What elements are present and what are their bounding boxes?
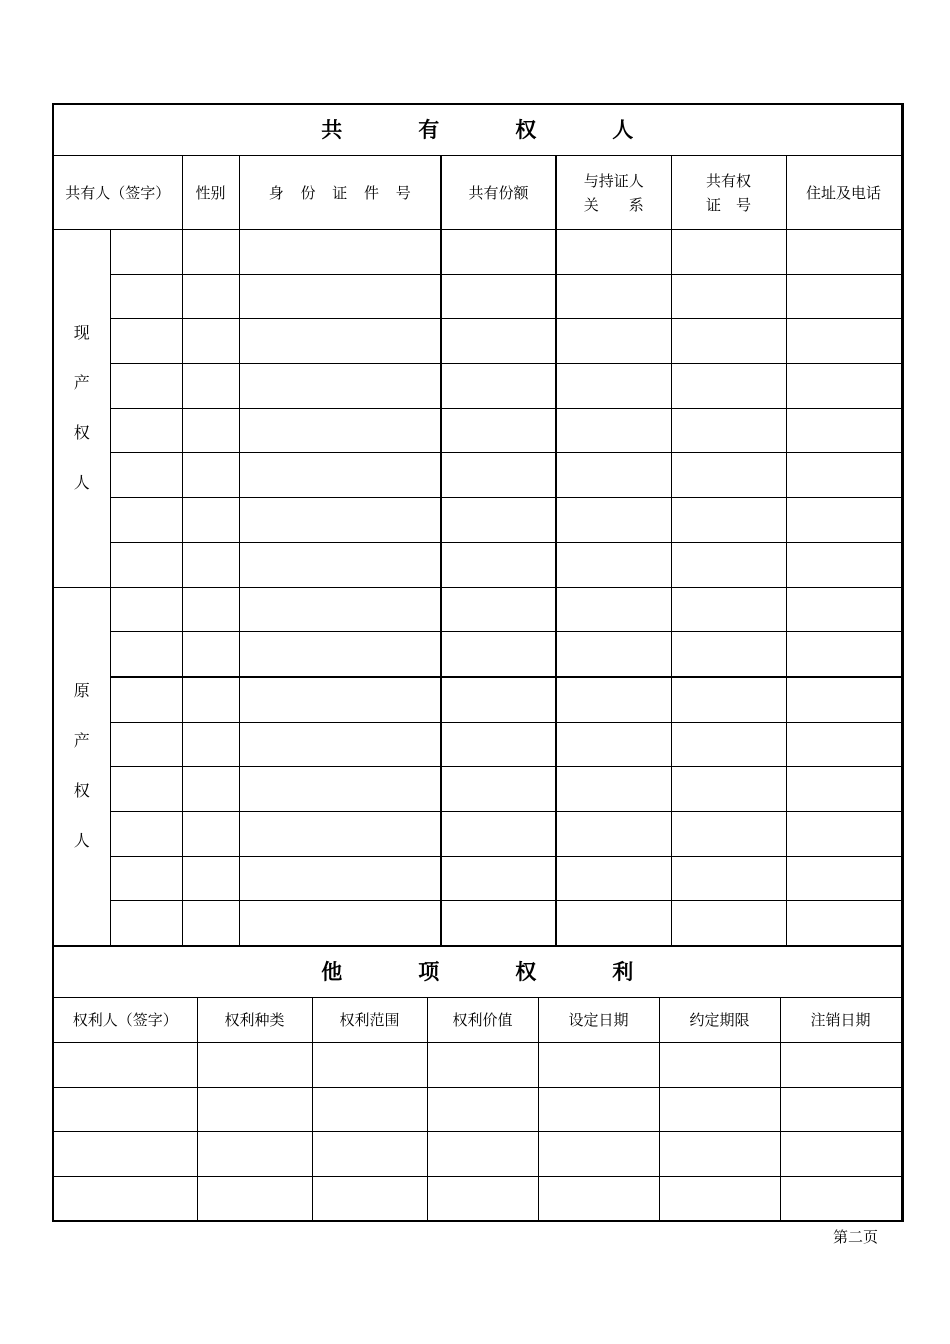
- cell-share[interactable]: [441, 767, 556, 812]
- cell-name[interactable]: [110, 677, 182, 722]
- cell-id[interactable]: [239, 319, 441, 364]
- header-right-holder: 权利人（签字）: [53, 998, 197, 1043]
- cell-address[interactable]: [786, 632, 902, 677]
- cell-id[interactable]: [239, 811, 441, 856]
- header-relation: 与持证人 关 系: [556, 156, 671, 230]
- cell-share[interactable]: [441, 677, 556, 722]
- cell-address[interactable]: [786, 722, 902, 767]
- cell-value[interactable]: [427, 1132, 538, 1177]
- table-row: [53, 856, 902, 901]
- cell-address[interactable]: [786, 498, 902, 543]
- cell-cert[interactable]: [671, 453, 786, 498]
- cell-gender[interactable]: [182, 274, 239, 319]
- cell-id[interactable]: [239, 364, 441, 409]
- cell-name[interactable]: [110, 274, 182, 319]
- cell-relation[interactable]: [556, 498, 671, 543]
- co-owner-title: 共 有 权 人: [53, 104, 902, 156]
- cell-address[interactable]: [786, 767, 902, 812]
- table-row: [53, 677, 902, 722]
- cell-value[interactable]: [427, 1087, 538, 1132]
- header-address: 住址及电话: [786, 156, 902, 230]
- table-row: [53, 364, 902, 409]
- cell-relation[interactable]: [556, 632, 671, 677]
- cell-cert[interactable]: [671, 408, 786, 453]
- cell-id[interactable]: [239, 453, 441, 498]
- cell-name[interactable]: [110, 901, 182, 946]
- cell-relation[interactable]: [556, 856, 671, 901]
- former-owner-label: 原 产 权 人: [53, 587, 110, 946]
- cell-gender[interactable]: [182, 230, 239, 275]
- cell-relation[interactable]: [556, 542, 671, 587]
- cell-set-date[interactable]: [538, 1132, 659, 1177]
- cell-share[interactable]: [441, 722, 556, 767]
- cell-value[interactable]: [427, 1043, 538, 1088]
- cell-term[interactable]: [659, 1176, 780, 1221]
- cell-gender[interactable]: [182, 632, 239, 677]
- cell-cancel-date[interactable]: [780, 1087, 902, 1132]
- cell-holder[interactable]: [53, 1176, 197, 1221]
- cell-cert[interactable]: [671, 319, 786, 364]
- cell-cert[interactable]: [671, 901, 786, 946]
- cell-scope[interactable]: [312, 1176, 427, 1221]
- cell-name[interactable]: [110, 319, 182, 364]
- table-row: [53, 1176, 902, 1221]
- cell-id[interactable]: [239, 632, 441, 677]
- cell-relation[interactable]: [556, 677, 671, 722]
- table-row: [53, 1043, 902, 1088]
- other-rights-table: [52, 947, 904, 1222]
- cell-name[interactable]: [110, 230, 182, 275]
- cell-cancel-date[interactable]: [780, 1176, 902, 1221]
- cell-cancel-date[interactable]: [780, 1132, 902, 1177]
- cell-address[interactable]: [786, 453, 902, 498]
- cell-value[interactable]: [427, 1176, 538, 1221]
- table-row: [53, 767, 902, 812]
- header-set-date: 设定日期: [538, 998, 659, 1043]
- other-rights-header-row: [53, 998, 902, 1043]
- cell-type[interactable]: [197, 1087, 312, 1132]
- co-owner-header-row: [53, 156, 902, 230]
- cell-relation[interactable]: [556, 408, 671, 453]
- cell-term[interactable]: [659, 1132, 780, 1177]
- cell-relation[interactable]: [556, 722, 671, 767]
- cell-id[interactable]: [239, 677, 441, 722]
- cell-address[interactable]: [786, 856, 902, 901]
- cell-id[interactable]: [239, 856, 441, 901]
- cell-share[interactable]: [441, 542, 556, 587]
- cell-address[interactable]: [786, 587, 902, 632]
- cell-cert[interactable]: [671, 722, 786, 767]
- header-gender: 性别: [182, 156, 239, 230]
- cell-relation[interactable]: [556, 364, 671, 409]
- cell-share[interactable]: [441, 364, 556, 409]
- cell-gender[interactable]: [182, 811, 239, 856]
- cell-cert[interactable]: [671, 364, 786, 409]
- cell-gender[interactable]: [182, 856, 239, 901]
- header-cancel-date: 注销日期: [780, 998, 902, 1043]
- cell-share[interactable]: [441, 811, 556, 856]
- cell-scope[interactable]: [312, 1132, 427, 1177]
- co-owner-table: [52, 103, 904, 947]
- cell-name[interactable]: [110, 722, 182, 767]
- cell-id[interactable]: [239, 408, 441, 453]
- cell-share[interactable]: [441, 319, 556, 364]
- cell-cert[interactable]: [671, 767, 786, 812]
- cell-cert[interactable]: [671, 632, 786, 677]
- cell-gender[interactable]: [182, 408, 239, 453]
- cell-share[interactable]: [441, 856, 556, 901]
- cell-address[interactable]: [786, 364, 902, 409]
- table-row: [53, 498, 902, 543]
- cell-set-date[interactable]: [538, 1043, 659, 1088]
- header-right-scope: 权利范围: [312, 998, 427, 1043]
- co-owner-title-row: [53, 104, 902, 156]
- table-row: [53, 632, 902, 677]
- table-row: [53, 230, 902, 275]
- header-co-owner: 共有人（签字）: [53, 156, 182, 230]
- cell-name[interactable]: [110, 811, 182, 856]
- cell-holder[interactable]: [53, 1087, 197, 1132]
- cell-share[interactable]: [441, 453, 556, 498]
- cell-id[interactable]: [239, 722, 441, 767]
- header-cert-number: 共有权 证 号: [671, 156, 786, 230]
- cell-cert[interactable]: [671, 230, 786, 275]
- cell-gender[interactable]: [182, 767, 239, 812]
- cell-name[interactable]: [110, 587, 182, 632]
- cell-relation[interactable]: [556, 230, 671, 275]
- cell-name[interactable]: [110, 453, 182, 498]
- cell-scope[interactable]: [312, 1087, 427, 1132]
- cell-gender[interactable]: [182, 722, 239, 767]
- table-row: [53, 274, 902, 319]
- cell-gender[interactable]: [182, 453, 239, 498]
- cell-cert[interactable]: [671, 587, 786, 632]
- cell-type[interactable]: [197, 1176, 312, 1221]
- table-row: [53, 1087, 902, 1132]
- cell-relation[interactable]: [556, 274, 671, 319]
- other-rights-title-row: [53, 947, 902, 998]
- form-sheet: [52, 103, 903, 1222]
- cell-term[interactable]: [659, 1043, 780, 1088]
- cell-share[interactable]: [441, 587, 556, 632]
- cell-share[interactable]: [441, 901, 556, 946]
- cell-name[interactable]: [110, 767, 182, 812]
- cell-gender[interactable]: [182, 319, 239, 364]
- header-share: 共有份额: [441, 156, 556, 230]
- table-row: [53, 1132, 902, 1177]
- cell-cert[interactable]: [671, 677, 786, 722]
- cell-gender[interactable]: [182, 677, 239, 722]
- cell-address[interactable]: [786, 408, 902, 453]
- cell-holder[interactable]: [53, 1043, 197, 1088]
- cell-name[interactable]: [110, 856, 182, 901]
- cell-cancel-date[interactable]: [780, 1043, 902, 1088]
- cell-share[interactable]: [441, 498, 556, 543]
- cell-relation[interactable]: [556, 767, 671, 812]
- cell-name[interactable]: [110, 632, 182, 677]
- header-id-number: 身 份 证 件 号: [239, 156, 441, 230]
- cell-id[interactable]: [239, 274, 441, 319]
- table-row: [53, 319, 902, 364]
- cell-id[interactable]: [239, 230, 441, 275]
- cell-id[interactable]: [239, 542, 441, 587]
- cell-gender[interactable]: [182, 498, 239, 543]
- cell-cert[interactable]: [671, 856, 786, 901]
- cell-address[interactable]: [786, 677, 902, 722]
- cell-cert[interactable]: [671, 811, 786, 856]
- cell-name[interactable]: [110, 542, 182, 587]
- other-rights-title: 他 项 权 利: [53, 947, 902, 998]
- cell-type[interactable]: [197, 1132, 312, 1177]
- cell-share[interactable]: [441, 230, 556, 275]
- cell-address[interactable]: [786, 811, 902, 856]
- table-row: [53, 542, 902, 587]
- cell-relation[interactable]: [556, 811, 671, 856]
- cell-address[interactable]: [786, 901, 902, 946]
- table-row: [53, 408, 902, 453]
- current-owner-label: 现 产 权 人: [53, 230, 110, 588]
- cell-relation[interactable]: [556, 901, 671, 946]
- table-row: [53, 587, 902, 632]
- header-term: 约定期限: [659, 998, 780, 1043]
- cell-gender[interactable]: [182, 901, 239, 946]
- cell-relation[interactable]: [556, 453, 671, 498]
- table-row: [53, 722, 902, 767]
- cell-set-date[interactable]: [538, 1087, 659, 1132]
- cell-share[interactable]: [441, 408, 556, 453]
- header-right-type: 权利种类: [197, 998, 312, 1043]
- cell-type[interactable]: [197, 1043, 312, 1088]
- cell-id[interactable]: [239, 587, 441, 632]
- cell-address[interactable]: [786, 274, 902, 319]
- header-right-value: 权利价值: [427, 998, 538, 1043]
- cell-cert[interactable]: [671, 274, 786, 319]
- cell-id[interactable]: [239, 498, 441, 543]
- page-number: 第二页: [833, 1228, 879, 1246]
- cell-holder[interactable]: [53, 1132, 197, 1177]
- cell-share[interactable]: [441, 632, 556, 677]
- cell-scope[interactable]: [312, 1043, 427, 1088]
- cell-address[interactable]: [786, 319, 902, 364]
- cell-share[interactable]: [441, 274, 556, 319]
- cell-relation[interactable]: [556, 587, 671, 632]
- cell-name[interactable]: [110, 498, 182, 543]
- table-row: [53, 901, 902, 946]
- cell-id[interactable]: [239, 767, 441, 812]
- cell-address[interactable]: [786, 542, 902, 587]
- cell-set-date[interactable]: [538, 1176, 659, 1221]
- cell-cert[interactable]: [671, 542, 786, 587]
- cell-cert[interactable]: [671, 498, 786, 543]
- cell-address[interactable]: [786, 230, 902, 275]
- cell-name[interactable]: [110, 408, 182, 453]
- cell-id[interactable]: [239, 901, 441, 946]
- cell-gender[interactable]: [182, 587, 239, 632]
- table-row: [53, 453, 902, 498]
- cell-gender[interactable]: [182, 364, 239, 409]
- cell-name[interactable]: [110, 364, 182, 409]
- table-row: [53, 811, 902, 856]
- cell-relation[interactable]: [556, 319, 671, 364]
- cell-term[interactable]: [659, 1087, 780, 1132]
- cell-gender[interactable]: [182, 542, 239, 587]
